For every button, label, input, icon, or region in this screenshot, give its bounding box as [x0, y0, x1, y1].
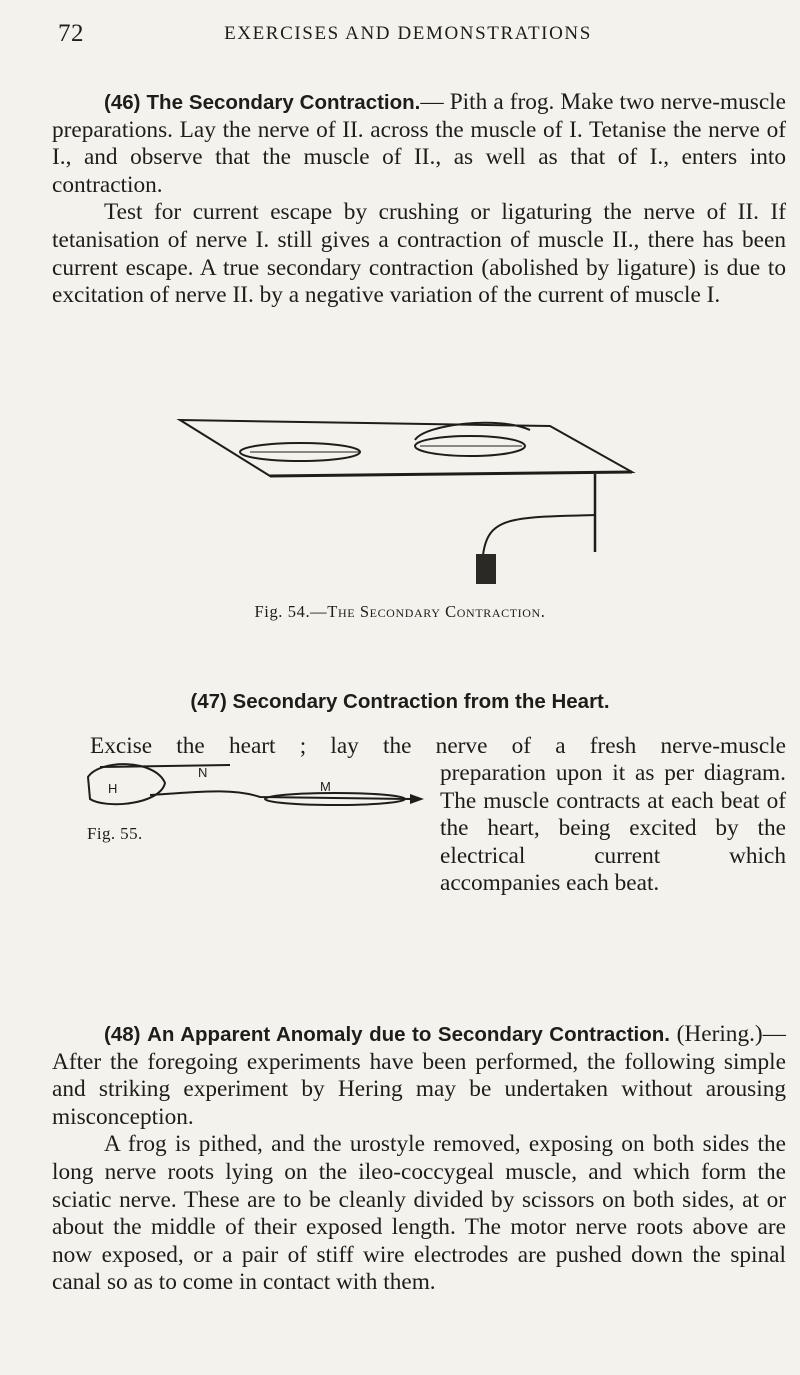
section-48-paragraph-1: [52, 1021, 786, 1131]
section-46-paragraph-2: Test for current escape by crushing or ligaturing the nerve of II. If tetanisation of nerve I. still gives a contraction of muscle II., there has been current escape. A true secondary contraction (abolished by ligature) is due to excitation of nerve II. by a negative variation of the current of muscle I.: [52, 199, 786, 309]
section-46-text-1: — Pith a frog. Make two nerve-muscle preparations. Lay the nerve of II. across the muscle of I. Tetanise the nerve of I., and observe that the muscle of II., as well as that of I., enters into contraction.: [52, 89, 786, 198]
section-48: [52, 1021, 786, 1297]
section-46-paragraph-1: [52, 89, 786, 199]
page-number: 72: [58, 20, 84, 47]
figure-55-diagram: [80, 755, 425, 825]
section-47-heading: (47) Secondary Contraction from the Heart.: [190, 690, 610, 713]
figure-54-caption: Fig. 54.—The Secondary Contraction.: [254, 602, 546, 621]
section-46: [52, 89, 786, 310]
section-48-title: An Apparent Anomaly due to Secondary Contraction.: [147, 1023, 670, 1046]
section-48-paragraph-2: A frog is pithed, and the urostyle removed, exposing on both sides the long nerve roots lying on the ileo-coccygeal muscle, and which form the sciatic nerve. These are to be cleanly divided by scissors on both sides, at or about the middle of their exposed length. The motor nerve roots above are now exposed, or a pair of stiff wire electrodes are pushed down the spinal canal so as to come in contact with them.: [52, 1131, 786, 1296]
section-46-number: (46): [104, 91, 141, 114]
nerve-I-lead: [483, 515, 595, 555]
running-title: EXERCISES AND DEMONSTRATIONS: [224, 23, 592, 44]
section-47-first-line: Excise the heart ; lay the nerve of a fresh nerve-muscle: [90, 733, 786, 759]
section-46-title: The Secondary Contraction.: [146, 91, 421, 114]
running-head: [58, 20, 758, 50]
section-48-number: (48): [104, 1023, 141, 1046]
electrode-block: [476, 554, 496, 584]
section-48-text-1: (Hering.)—After the foregoing experiments have been performed, the following simple and striking experiment by Hering may be undertaken without arousing misconception.: [52, 1021, 786, 1130]
label-h: H: [108, 781, 118, 796]
section-47-text: preparation upon it as per diagram. The muscle contracts at each beat of the heart, being excited by the electrical current which accompanies each beat.: [440, 760, 786, 897]
label-m: M: [320, 779, 331, 794]
nerve-upper: [100, 765, 230, 767]
label-n: N: [198, 765, 208, 780]
figure-55-caption: Fig. 55.: [87, 824, 143, 843]
figure-54-diagram: [170, 412, 640, 587]
heart-outline: [88, 764, 165, 804]
